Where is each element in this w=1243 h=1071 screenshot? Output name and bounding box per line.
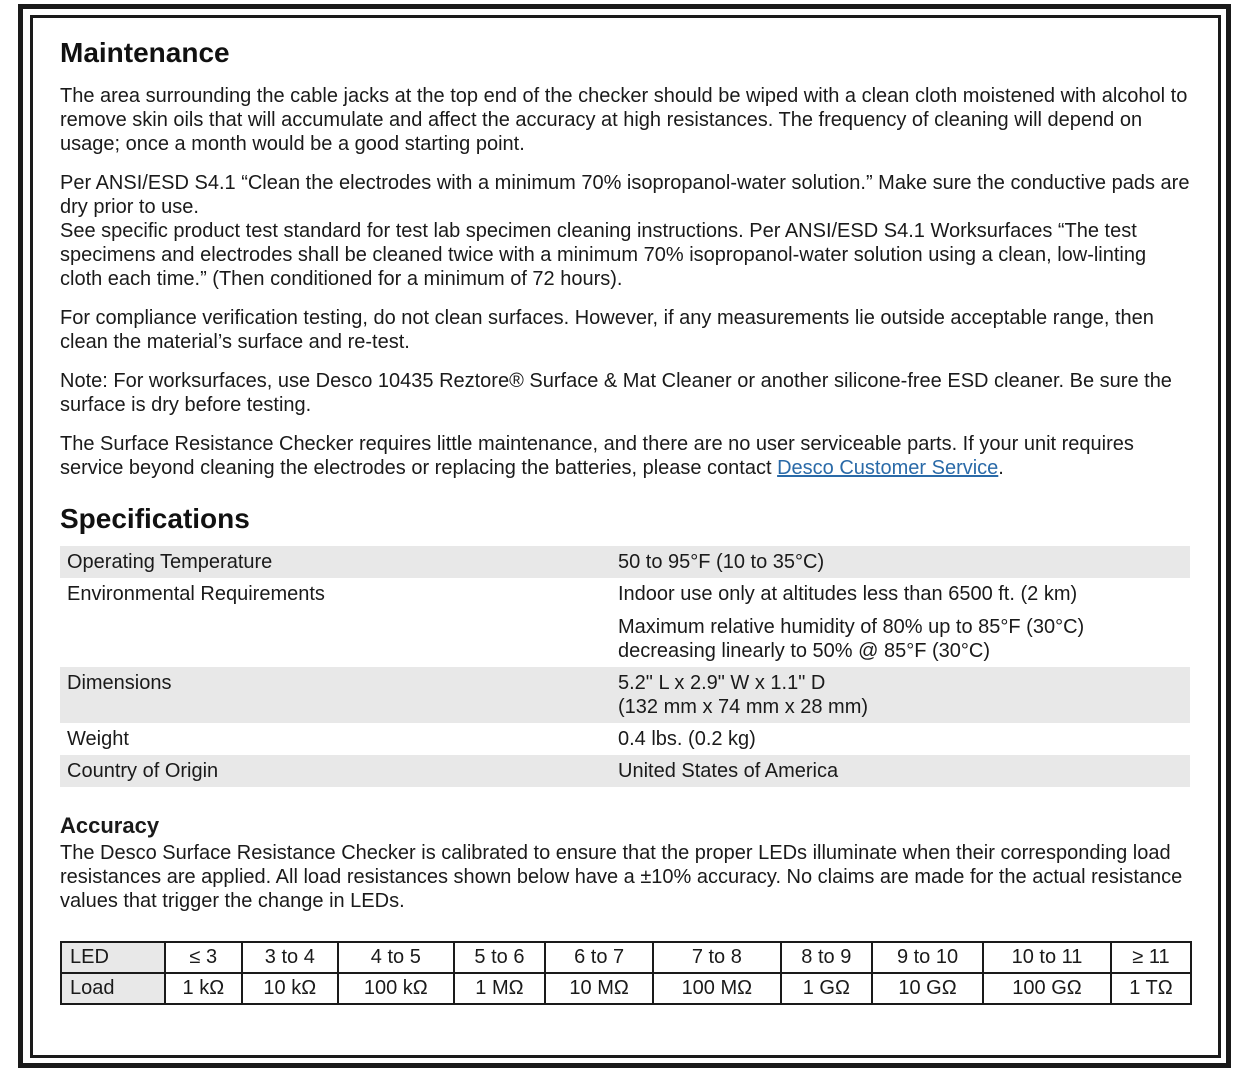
maintenance-paragraph-3: See specific product test standard for test lab specimen cleaning instructions. Per ANSI/ESD S4.1 Worksurfaces “The test specimens and electrodes shall be cleaned twice with a minimum 70% isopropanol-water solution using a clean, low-linting cloth each time.” (Then conditioned for a minimum of 72 hours). xyxy=(60,220,1147,290)
spec-label: Environmental Requirements xyxy=(67,583,325,605)
maintenance-paragraph-5: Note: For worksurfaces, use Desco 10435 Reztore® Surface & Mat Cleaner or another silicone-free ESD cleaner. Be sure the surface is dry before testing. xyxy=(60,370,1172,416)
load-cell: 10 GΩ xyxy=(872,973,983,1004)
service-suffix: . xyxy=(998,457,1004,479)
spec-row xyxy=(60,755,1190,787)
spec-value-line-2: (132 mm x 74 mm x 28 mm) xyxy=(618,696,869,718)
spec-value-line: Indoor use only at altitudes less than 6500 ft. (2 km) xyxy=(618,583,1078,605)
spec-label: Dimensions xyxy=(60,667,611,723)
load-cell: 10 MΩ xyxy=(545,973,653,1004)
load-cell: 10 kΩ xyxy=(242,973,338,1004)
load-cell: 100 MΩ xyxy=(653,973,780,1004)
spec-value-line: 0.4 lbs. (0.2 kg) xyxy=(618,728,756,750)
spec-value-line: 5.2" L x 2.9" W x 1.1" D xyxy=(618,672,826,694)
spec-label: Operating Temperature xyxy=(60,546,611,578)
spec-value xyxy=(611,755,1190,787)
led-header: LED xyxy=(61,942,165,973)
maintenance-title: Maintenance xyxy=(60,37,230,68)
led-cell: 8 to 9 xyxy=(781,942,872,973)
led-cell: ≥ 11 xyxy=(1111,942,1191,973)
accuracy-table xyxy=(60,941,1192,1005)
load-cell: 100 GΩ xyxy=(983,973,1111,1004)
led-cell: 7 to 8 xyxy=(653,942,780,973)
led-cell: 10 to 11 xyxy=(983,942,1111,973)
spec-row xyxy=(60,578,1190,667)
led-cell: 4 to 5 xyxy=(338,942,454,973)
maintenance-paragraph-4: For compliance verification testing, do not clean surfaces. However, if any measurements lie outside acceptable range, then clean the material’s surface and re-test. xyxy=(60,307,1154,353)
load-row xyxy=(61,973,1191,1004)
maintenance-paragraph-6 xyxy=(60,432,1190,480)
accuracy-title: Accuracy xyxy=(60,813,160,838)
spec-row xyxy=(60,546,1190,578)
led-cell: 3 to 4 xyxy=(242,942,338,973)
spec-value xyxy=(611,546,1190,578)
spec-value xyxy=(611,578,1190,667)
spec-label: Weight xyxy=(67,728,129,750)
load-cell: 1 kΩ xyxy=(165,973,242,1004)
maintenance-paragraph-1: The area surrounding the cable jacks at the top end of the checker should be wiped with a clean cloth moistened with alcohol to remove skin oils that will accumulate and affect the accuracy at high resistances. The frequency of cleaning will depend on usage; once a month would be a good starting point. xyxy=(60,85,1188,155)
led-row xyxy=(61,942,1191,973)
spec-value xyxy=(611,667,1190,723)
service-text: The Surface Resistance Checker requires little maintenance, and there are no user serviceable parts. If your unit requires service beyond cleaning the electrodes or replacing the batteries, please contact xyxy=(60,433,1134,479)
led-cell: ≤ 3 xyxy=(165,942,242,973)
spec-value-line-2: Maximum relative humidity of 80% up to 85°F (30°C) decreasing linearly to 50% @ 85°F (30°C) xyxy=(618,616,1085,662)
led-cell: 9 to 10 xyxy=(872,942,983,973)
spec-value xyxy=(611,723,1190,755)
document-content xyxy=(60,36,1190,1005)
spec-row xyxy=(60,723,1190,755)
load-cell: 1 GΩ xyxy=(781,973,872,1004)
load-cell: 1 MΩ xyxy=(454,973,545,1004)
spec-value-line: United States of America xyxy=(618,760,839,782)
customer-service-link[interactable]: Desco Customer Service xyxy=(777,457,999,479)
maintenance-paragraph-2: Per ANSI/ESD S4.1 “Clean the electrodes with a minimum 70% isopropanol-water solution.” Make sure the conductive pads are dry prior to use. xyxy=(60,172,1190,218)
spec-row xyxy=(60,667,1190,723)
load-cell: 100 kΩ xyxy=(338,973,454,1004)
led-cell: 5 to 6 xyxy=(454,942,545,973)
load-header: Load xyxy=(61,973,165,1004)
load-cell: 1 TΩ xyxy=(1111,973,1191,1004)
led-cell: 6 to 7 xyxy=(545,942,653,973)
specifications-title: Specifications xyxy=(60,503,250,534)
accuracy-paragraph: The Desco Surface Resistance Checker is calibrated to ensure that the proper LEDs illuminate when their corresponding load resistances are applied. All load resistances shown below have a ±10% accuracy. No claims are made for the actual resistance values that trigger the change in LEDs. xyxy=(60,842,1183,912)
spec-value-line: 50 to 95°F (10 to 35°C) xyxy=(618,551,825,573)
spec-label: Country of Origin xyxy=(60,755,611,787)
specifications-table xyxy=(60,546,1190,787)
